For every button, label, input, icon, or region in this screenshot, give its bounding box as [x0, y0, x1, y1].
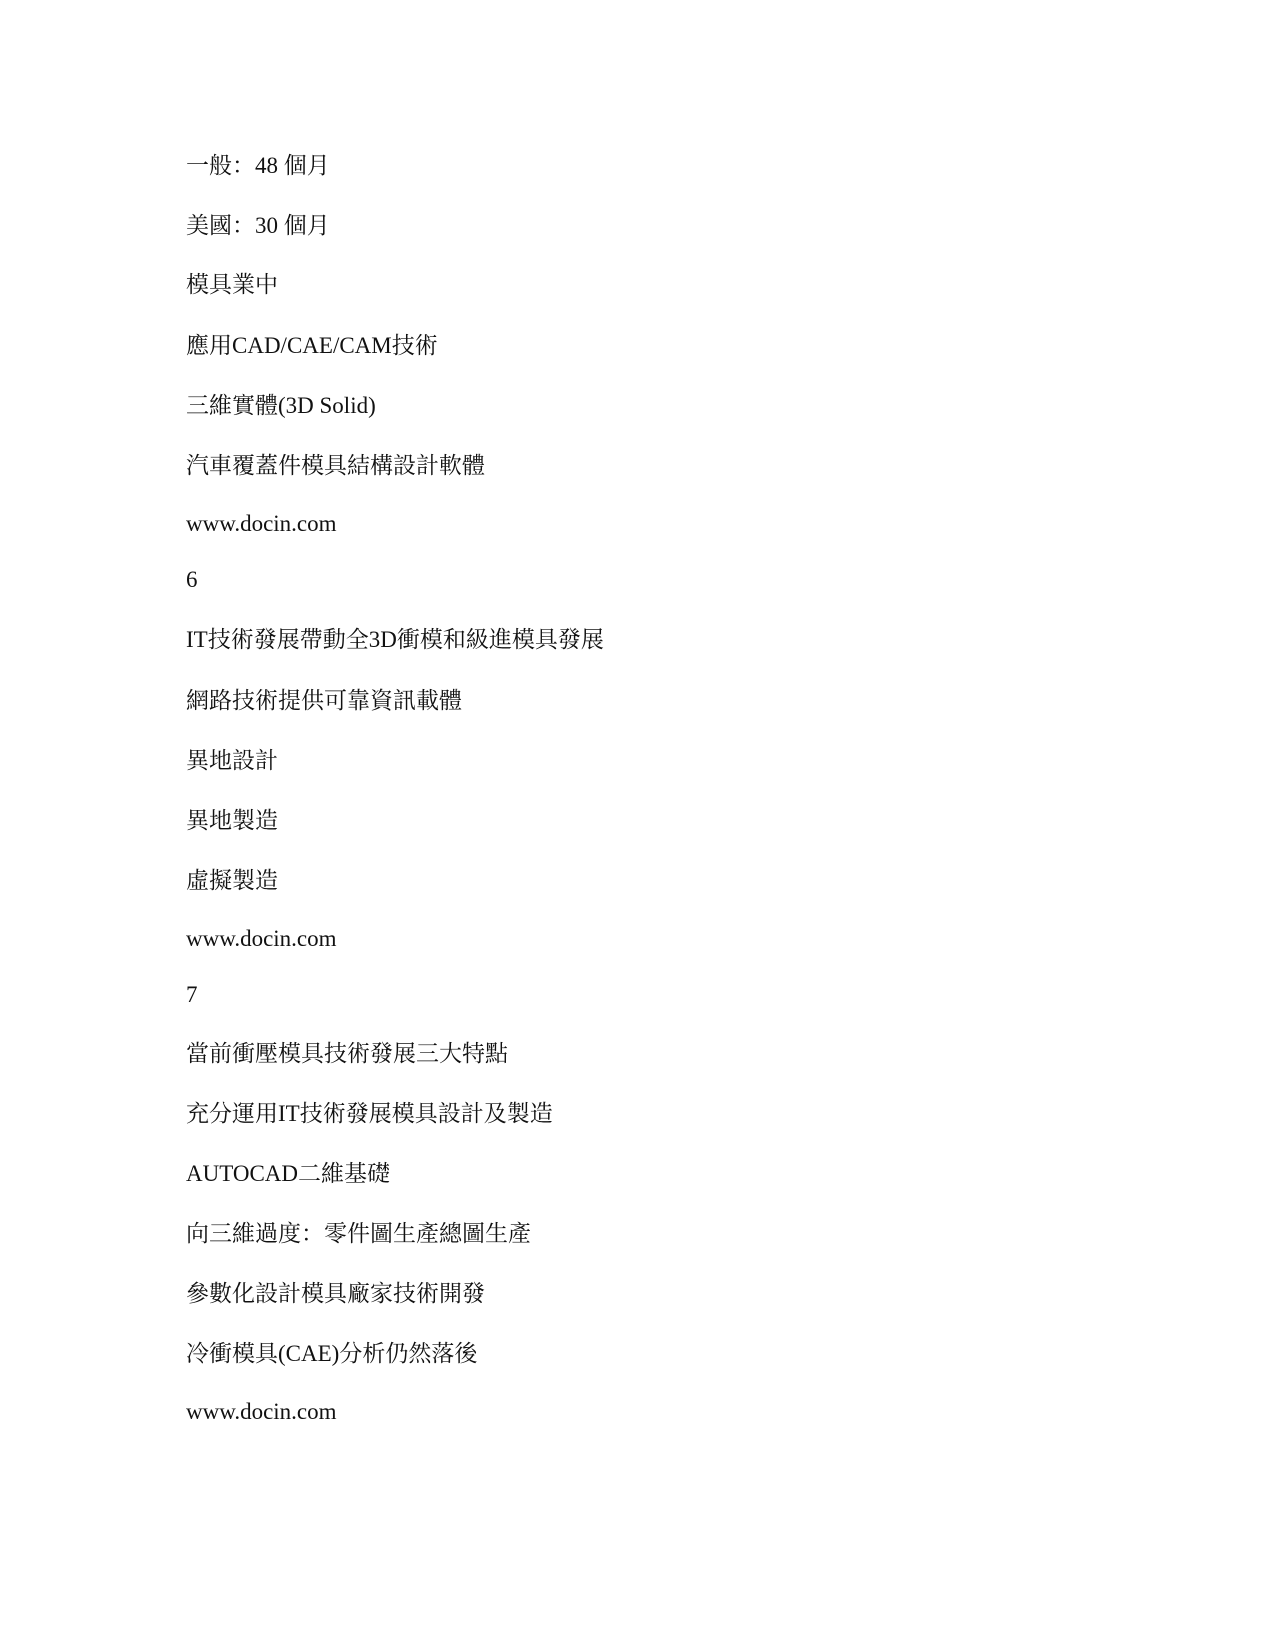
text-line: [186, 1220, 531, 1248]
text-line: 模具業中: [186, 272, 278, 297]
text-line: [186, 1280, 485, 1308]
text-line: 美國：30 個月: [186, 213, 330, 238]
text-line: 汽車覆蓋件模具結構設計軟體: [186, 453, 485, 478]
text-line: AUTOCAD二維基礎: [186, 1161, 391, 1186]
line-part-b: 總圖生產: [439, 1221, 531, 1246]
text-line: 三維實體(3D Solid): [186, 393, 376, 418]
text-line: 一般：48 個月: [186, 153, 330, 178]
watermark-url: www.docin.com: [186, 511, 337, 536]
line-part-a: 參數化設計: [186, 1281, 301, 1306]
watermark-url: www.docin.com: [186, 1399, 337, 1424]
text-line: 異地設計: [186, 748, 278, 773]
text-line: 應用CAD/CAE/CAM技術: [186, 333, 438, 358]
text-line: 冷衝模具(CAE)分析仍然落後: [186, 1341, 478, 1366]
line-part-b: 模具廠家技術開發: [301, 1281, 485, 1306]
line-part-a: 向三維過度：零件圖生產: [186, 1221, 439, 1246]
text-line: 當前衝壓模具技術發展三大特點: [186, 1041, 508, 1066]
text-line: 虛擬製造: [186, 868, 278, 893]
text-line: 網路技術提供可靠資訊載體: [186, 688, 462, 713]
text-line: 異地製造: [186, 808, 278, 833]
watermark-url: www.docin.com: [186, 926, 337, 951]
page-number: 6: [186, 567, 198, 592]
text-line: 充分運用IT技術發展模具設計及製造: [186, 1101, 553, 1126]
text-line: IT技術發展帶動全3D衝模和級進模具發展: [186, 627, 604, 652]
page-number: 7: [186, 982, 198, 1007]
